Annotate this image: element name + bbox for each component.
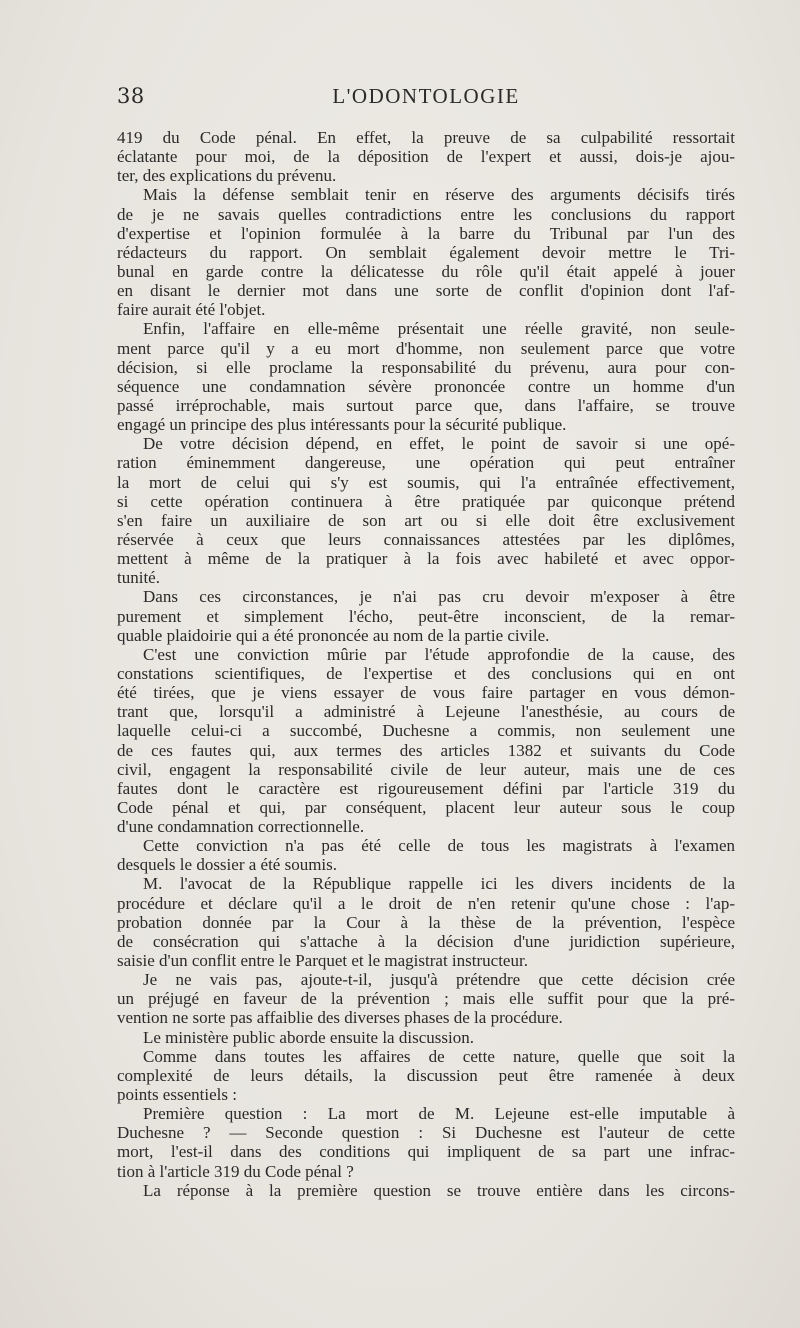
text-line: faire aurait été l'objet. bbox=[117, 300, 266, 320]
text-line: en disant le dernier mot dans une sorte de conflit d'opinion dont l'af- bbox=[117, 281, 735, 301]
text-line: tion à l'article 319 du Code pénal ? bbox=[117, 1161, 354, 1181]
text-line: Code pénal et qui, par conséquent, placent leur auteur sous le coup bbox=[117, 797, 735, 817]
text-line: Comme dans toutes les affaires de cette nature, quelle que soit la bbox=[143, 1046, 735, 1066]
body-text bbox=[117, 128, 735, 1200]
text-line: rédacteurs du rapport. On semblait également devoir mettre le Tri- bbox=[117, 242, 735, 262]
text-line: trant que, lorsqu'il a administré à Lejeune l'anesthésie, au cours de bbox=[117, 702, 735, 722]
text-line: tunité. bbox=[117, 568, 160, 588]
text-line: Je ne vais pas, ajoute-t-il, jusqu'à prétendre que cette décision crée bbox=[143, 970, 735, 990]
text-line: réservée à ceux que leurs connaissances attestées par les diplômes, bbox=[117, 529, 735, 549]
text-line: 419 du Code pénal. En effet, la preuve de sa culpabilité ressortait bbox=[117, 128, 735, 147]
text-line: civil, engagent la responsabilité civile de leur auteur, mais une de ces bbox=[117, 759, 735, 779]
text-line: constations scientifiques, de l'expertise et des conclusions qui en ont bbox=[117, 663, 735, 683]
text-line: séquence une condamnation sévère prononcée contre un homme d'un bbox=[117, 376, 735, 396]
text-line: complexité de leurs détails, la discussion peut être ramenée à deux bbox=[117, 1065, 735, 1085]
text-line: quable plaidoirie qui a été prononcée au nom de la partie civile. bbox=[117, 625, 550, 645]
text-line: Première question : La mort de M. Lejeune est-elle imputable à bbox=[143, 1104, 735, 1124]
text-line: ment parce qu'il y a eu mort d'homme, non seulement parce que votre bbox=[117, 338, 735, 358]
text-line: mettent à même de la pratiquer à la fois avec habileté et avec oppor- bbox=[117, 549, 735, 569]
text-line: La réponse à la première question se trouve entière dans les circons- bbox=[143, 1180, 735, 1200]
text-line: décision, si elle proclame la responsabilité du prévenu, aura pour con- bbox=[117, 357, 735, 377]
text-line: purement et simplement l'écho, peut-être inconscient, de la remar- bbox=[117, 606, 735, 626]
page-header bbox=[117, 84, 735, 108]
text-line: ration éminemment dangereuse, une opération qui peut entraîner bbox=[117, 453, 735, 473]
text-line: bunal en garde contre la délicatesse du rôle qu'il était appelé à jouer bbox=[117, 261, 735, 281]
text-line: de je ne savais quelles contradictions entre les conclusions du rapport bbox=[117, 204, 735, 224]
text-line: De votre décision dépend, en effet, le point de savoir si une opé- bbox=[143, 434, 735, 454]
text-line: Duchesne ? — Seconde question : Si Duchesne est l'auteur de cette bbox=[117, 1123, 735, 1143]
text-line: ter, des explications du prévenu. bbox=[117, 166, 337, 186]
text-line: Cette conviction n'a pas été celle de tous les magistrats à l'examen bbox=[143, 836, 735, 856]
text-line: points essentiels : bbox=[117, 1085, 237, 1105]
text-line: Enfin, l'affaire en elle-même présentait une réelle gravité, non seule- bbox=[143, 319, 735, 339]
text-line: Dans ces circonstances, je n'ai pas cru devoir m'exposer à être bbox=[143, 587, 735, 607]
text-line: procédure et déclare qu'il a le droit de n'en retenir qu'une chose : l'ap- bbox=[117, 893, 735, 913]
text-line: saisie d'un conflit entre le Parquet et le magistrat instructeur. bbox=[117, 951, 528, 971]
text-line: éclatante pour moi, de la déposition de l'expert et aussi, dois-je ajou- bbox=[117, 147, 735, 167]
running-title: L'ODONTOLOGIE bbox=[332, 84, 520, 108]
text-line: fautes dont le caractère est rigoureusement défini par l'article 319 du bbox=[117, 778, 735, 798]
text-line: un préjugé en faveur de la prévention ; mais elle suffit pour que la pré- bbox=[117, 989, 735, 1009]
text-line: passé irréprochable, mais surtout parce que, dans l'affaire, se trouve bbox=[117, 395, 735, 415]
text-line: vention ne sorte pas affaiblie des diverses phases de la procédure. bbox=[117, 1008, 563, 1028]
text-line: desquels le dossier a été soumis. bbox=[117, 855, 338, 875]
text-line: Le ministère public aborde ensuite la discussion. bbox=[143, 1027, 474, 1047]
page-number: 38 bbox=[117, 84, 145, 108]
text-line: Mais la défense semblait tenir en réserve des arguments décisifs tirés bbox=[143, 185, 735, 205]
text-line: d'une condamnation correctionnelle. bbox=[117, 817, 365, 837]
text-line: la mort de celui qui s'y est soumis, qui l'a entraînée effectivement, bbox=[117, 472, 735, 492]
text-line: de ces fautes qui, aux termes des articles 1382 et suivants du Code bbox=[117, 740, 735, 760]
text-line: probation donnée par la Cour à la thèse de la prévention, l'espèce bbox=[117, 912, 735, 932]
text-line: de consécration qui s'attache à la décision d'une juridiction supérieure, bbox=[117, 931, 735, 951]
text-line: mort, l'est-il dans des conditions qui impliquent de sa part une infrac- bbox=[117, 1142, 735, 1162]
text-line: engagé un principe des plus intéressants pour la sécurité publique. bbox=[117, 415, 567, 435]
text-line: s'en faire un auxiliaire de son art ou si elle doit être exclusivement bbox=[117, 510, 735, 530]
text-line: d'expertise et l'opinion formulée à la barre du Tribunal par l'un des bbox=[117, 223, 735, 243]
text-line: C'est une conviction mûrie par l'étude approfondie de la cause, des bbox=[143, 644, 735, 664]
text-line: M. l'avocat de la République rappelle ici les divers incidents de la bbox=[143, 874, 735, 894]
text-line: laquelle celui-ci a succombé, Duchesne a commis, non seulement une bbox=[117, 721, 735, 741]
text-line: si cette opération continuera à être pratiquée par quiconque prétend bbox=[117, 491, 735, 511]
text-line: été tirées, que je viens essayer de vous faire partager en vous démon- bbox=[117, 683, 735, 703]
